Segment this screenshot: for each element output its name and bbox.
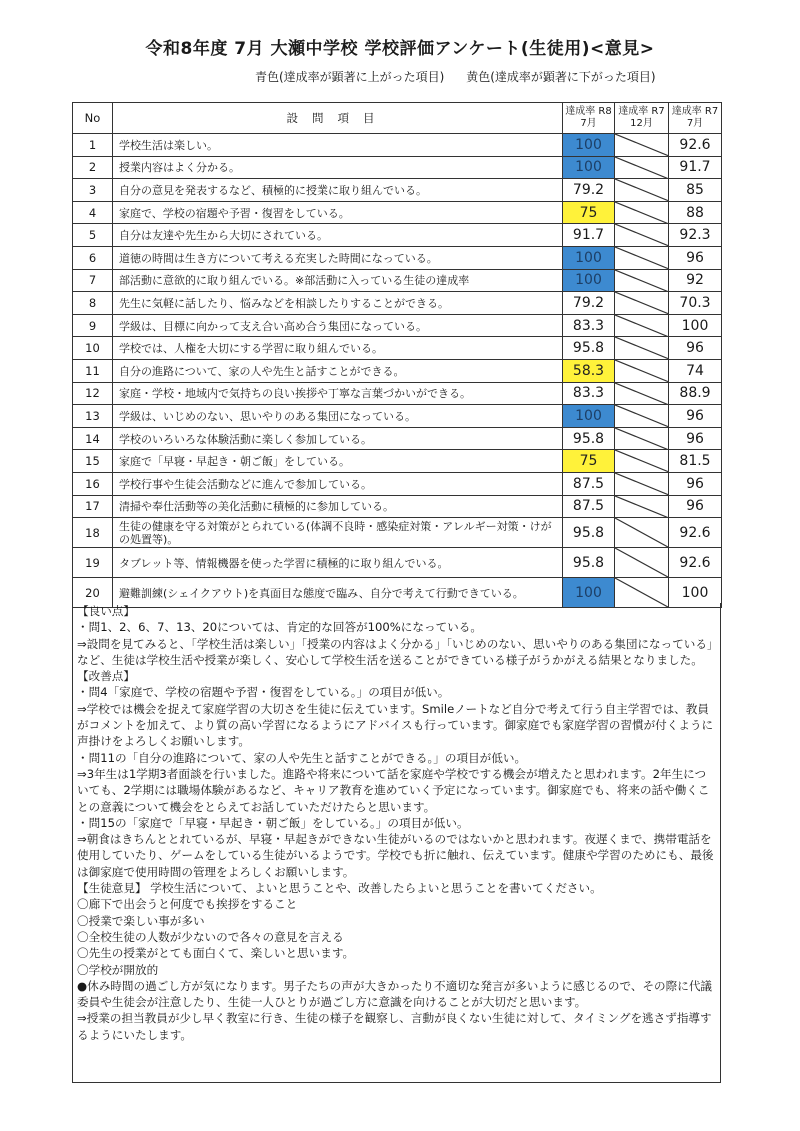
improvement-text: ⇒学校では機会を捉えて家庭学習の大切さを生徒に伝えています。Smileノートなど自分で考えて行う自主学習では、教員がコメントを加えて、より質の高い学習になるようにアドバイスも行っています。御家庭でも家庭学習の習慣が付くように声掛けをよろしくお願いします。 [77, 701, 714, 749]
question-text: 授業内容はよく分かる。 [113, 156, 563, 179]
table-row [73, 314, 722, 337]
rate-r8-7: 100 [563, 156, 615, 179]
rate-r8-7: 83.3 [563, 314, 615, 337]
rate-r7-7: 74 [669, 359, 722, 382]
rate-r7-12-empty [615, 450, 669, 473]
rate-r8-7: 100 [563, 134, 615, 157]
diagonal-slash-icon [615, 134, 668, 156]
diagonal-slash-icon [615, 337, 668, 359]
header-no: No [73, 103, 113, 134]
rate-r8-7: 79.2 [563, 179, 615, 202]
rate-r7-7: 96 [669, 495, 722, 518]
improvement-heading: 【改善点】 [77, 669, 135, 684]
legend-yellow: 黄色(達成率が顕著に下がった項目) [466, 70, 656, 84]
rate-r7-7: 100 [669, 578, 722, 608]
diagonal-slash-icon [615, 450, 668, 472]
rate-r7-7: 88 [669, 201, 722, 224]
table-row [73, 201, 722, 224]
header-rate-r7-7: 達成率 R7 7月 [669, 103, 722, 134]
table-row [73, 337, 722, 360]
improvement-text: ・問11の「自分の進路について、家の人や先生と話すことができる。」の項目が低い。 [77, 750, 527, 765]
question-text: 自分は友達や先生から大切にされている。 [113, 224, 563, 247]
rate-r7-7: 92.6 [669, 134, 722, 157]
rate-r8-7: 79.2 [563, 292, 615, 315]
row-number: 15 [73, 450, 113, 473]
rate-r7-12-empty [615, 427, 669, 450]
rate-r8-7: 87.5 [563, 472, 615, 495]
row-number: 17 [73, 495, 113, 518]
rate-r7-12-empty [615, 548, 669, 578]
diagonal-slash-icon [615, 473, 668, 495]
rate-r7-7: 96 [669, 427, 722, 450]
improvement-text: ⇒3年生は1学期3者面談を行いました。進路や将来について話を家庭や学校でする機会が増えたと思われます。2年生についても、2学期には職場体験があるなど、キャリア教育を進めていく予定になっています。御家庭でも、将来の話や働くことの意義について機会をとらえてお話していただけたらと思います。 [77, 766, 710, 814]
question-text: 学校のいろいろな体験活動に楽しく参加している。 [113, 427, 563, 450]
rate-r7-7: 92.6 [669, 518, 722, 548]
table-row [73, 134, 722, 157]
diagonal-slash-icon [615, 518, 668, 547]
question-text: 学校生活は楽しい。 [113, 134, 563, 157]
rate-r7-7: 96 [669, 405, 722, 428]
rate-r8-7: 58.3 [563, 359, 615, 382]
rate-r8-7: 87.5 [563, 495, 615, 518]
table-row [73, 224, 722, 247]
row-number: 11 [73, 359, 113, 382]
diagonal-slash-icon [615, 405, 668, 427]
rate-r8-7: 100 [563, 246, 615, 269]
row-number: 20 [73, 578, 113, 608]
rate-r7-12-empty [615, 405, 669, 428]
question-text: 道徳の時間は生き方について考える充実した時間になっている。 [113, 246, 563, 269]
table-row [73, 246, 722, 269]
rate-r7-12-empty [615, 269, 669, 292]
diagonal-slash-icon [615, 157, 668, 179]
student-opinion: 〇先生の授業がとても面白くて、楽しいと思います。 [77, 946, 355, 961]
improvement-text: ⇒朝食はきちんととれているが、早寝・早起きができない生徒がいるのではないかと思われます。夜遅くまで、携帯電話を使用していたり、ゲームをしている生徒がいるようです。学校でも折に触れ、伝えています。健康や学習のためにも、最後は御家庭で使用時間の管理をよろしくお願いします。 [77, 832, 714, 879]
rate-r8-7: 75 [563, 450, 615, 473]
question-text: タブレット等、情報機器を使った学習に積極的に取り組んでいる。 [113, 548, 563, 578]
comments-section [72, 603, 721, 1083]
question-text: 学級は、目標に向かって支え合い高め合う集団になっている。 [113, 314, 563, 337]
diagonal-slash-icon [615, 202, 668, 224]
improvement-text: ・問4「家庭で、学校の宿題や予習・復習をしている。」の項目が低い。 [77, 685, 450, 700]
rate-r7-12-empty [615, 337, 669, 360]
table-row [73, 427, 722, 450]
rate-r7-7: 92.6 [669, 548, 722, 578]
diagonal-slash-icon [615, 496, 668, 518]
question-text: 家庭で、学校の宿題や予習・復習をしている。 [113, 201, 563, 224]
diagonal-slash-icon [615, 224, 668, 246]
student-opinion-heading: 【生徒意見】 学校生活について、よいと思うことや、改善したらよいと思うことを書いてください。 [77, 881, 602, 896]
rate-r7-7: 100 [669, 314, 722, 337]
rate-r7-7: 70.3 [669, 292, 722, 315]
header-rate-r7-12: 達成率 R7 12月 [615, 103, 669, 134]
rate-r7-12-empty [615, 156, 669, 179]
row-number: 4 [73, 201, 113, 224]
diagonal-slash-icon [615, 247, 668, 269]
row-number: 19 [73, 548, 113, 578]
question-text: 生徒の健康を守る対策がとられている(体調不良時・感染症対策・アレルギー対策・けがの処置等)。 [113, 518, 563, 548]
diagonal-slash-icon [615, 360, 668, 382]
table-row [73, 382, 722, 405]
good-points-heading: 【良い点】 [77, 604, 135, 618]
row-number: 16 [73, 472, 113, 495]
rate-r7-7: 91.7 [669, 156, 722, 179]
header-rate-r8-7: 達成率 R8 7月 [563, 103, 615, 134]
diagonal-slash-icon [615, 315, 668, 337]
question-text: 部活動に意欲的に取り組んでいる。※部活動に入っている生徒の達成率 [113, 269, 563, 292]
question-text: 避難訓練(シェイクアウト)を真面目な態度で臨み、自分で考えて行動できている。 [113, 578, 563, 608]
row-number: 14 [73, 427, 113, 450]
rate-r7-12-empty [615, 201, 669, 224]
diagonal-slash-icon [615, 270, 668, 292]
rate-r8-7: 95.8 [563, 548, 615, 578]
question-text: 家庭で「早寝・早起き・朝ご飯」をしている。 [113, 450, 563, 473]
good-point-text: ・問1、2、6、7、13、20については、肯定的な回答が100%になっている。 [77, 620, 482, 635]
diagonal-slash-icon [615, 428, 668, 450]
rate-r7-7: 88.9 [669, 382, 722, 405]
rate-r7-12-empty [615, 292, 669, 315]
rate-r7-12-empty [615, 359, 669, 382]
rate-r7-7: 81.5 [669, 450, 722, 473]
rate-r7-12-empty [615, 224, 669, 247]
row-number: 5 [73, 224, 113, 247]
table-row [73, 548, 722, 578]
table-row [73, 359, 722, 382]
student-opinion-response: ⇒授業の担当教員が少し早く教室に行き、生徒の様子を観察し、言動が良くない生徒に対して、タイミングを逃さず指導するようにいたします。 [77, 1011, 712, 1042]
row-number: 1 [73, 134, 113, 157]
rate-r7-12-empty [615, 518, 669, 548]
row-number: 18 [73, 518, 113, 548]
rate-r7-12-empty [615, 134, 669, 157]
good-point-text: ⇒設問を見てみると、「学校生活は楽しい」「授業の内容はよく分かる」「いじめのない、思いやりのある集団になっている」など、生徒は学校生活や授業が楽しく、安心して学校生活を送ることができている様子がうかがえる結果となりました。 [77, 636, 713, 667]
question-text: 学級は、いじめのない、思いやりのある集団になっている。 [113, 405, 563, 428]
question-text: 学校行事や生徒会活動などに進んで参加している。 [113, 472, 563, 495]
question-text: 学校では、人権を大切にする学習に取り組んでいる。 [113, 337, 563, 360]
rate-r8-7: 100 [563, 405, 615, 428]
improvement-text: ・問15の「家庭で「早寝・早起き・朝ご飯」をしている。」の項目が低い。 [77, 815, 469, 830]
table-row [73, 156, 722, 179]
diagonal-slash-icon [615, 292, 668, 314]
table-row [73, 292, 722, 315]
rate-r7-12-empty [615, 179, 669, 202]
rate-r7-7: 96 [669, 246, 722, 269]
row-number: 13 [73, 405, 113, 428]
rate-r8-7: 100 [563, 269, 615, 292]
question-text: 清掃や奉仕活動等の美化活動に積極的に参加している。 [113, 495, 563, 518]
rate-r7-7: 92 [669, 269, 722, 292]
table-header-row [73, 103, 722, 134]
row-number: 2 [73, 156, 113, 179]
color-legend [255, 68, 674, 85]
rate-r8-7: 95.8 [563, 337, 615, 360]
rate-r7-7: 92.3 [669, 224, 722, 247]
row-number: 6 [73, 246, 113, 269]
row-number: 9 [73, 314, 113, 337]
page-title: 令和8年度 7月 大瀬中学校 学校評価アンケート(生徒用)<意見> [145, 39, 655, 59]
question-text: 自分の意見を発表するなど、積極的に授業に取り組んでいる。 [113, 179, 563, 202]
rate-r7-12-empty [615, 314, 669, 337]
rate-r8-7: 75 [563, 201, 615, 224]
rate-r8-7: 95.8 [563, 427, 615, 450]
row-number: 7 [73, 269, 113, 292]
student-opinion: 〇全校生徒の人数が少ないので各々の意見を言える [77, 929, 344, 944]
row-number: 10 [73, 337, 113, 360]
rate-r8-7: 91.7 [563, 224, 615, 247]
row-number: 8 [73, 292, 113, 315]
row-number: 3 [73, 179, 113, 202]
student-opinion: 〇授業で楽しい事が多い [77, 913, 205, 928]
question-text: 自分の進路について、家の人や先生と話すことができる。 [113, 359, 563, 382]
table-row [73, 450, 722, 473]
diagonal-slash-icon [615, 179, 668, 201]
diagonal-slash-icon [615, 548, 668, 577]
rate-r8-7: 100 [563, 578, 615, 608]
legend-blue: 青色(達成率が顕著に上がった項目) [255, 70, 445, 84]
rate-r7-12-empty [615, 495, 669, 518]
rate-r7-12-empty [615, 472, 669, 495]
student-opinion: ●休み時間の過ごし方が気になります。男子たちの声が大きかったり不適切な発言が多いように感じるので、その際に代議委員や生徒会が注意したり、生徒一人ひとりが過ごし方に意識を向けることが大切だと思います。 [77, 978, 713, 1010]
table-row [73, 269, 722, 292]
rate-r7-7: 96 [669, 337, 722, 360]
table-row [73, 495, 722, 518]
table-row [73, 472, 722, 495]
student-opinion: 〇学校が開放的 [77, 962, 159, 977]
rate-r8-7: 83.3 [563, 382, 615, 405]
rate-r7-12-empty [615, 382, 669, 405]
question-text: 家庭・学校・地域内で気持ちの良い挨拶や丁寧な言葉づかいができる。 [113, 382, 563, 405]
table-row [73, 179, 722, 202]
row-number: 12 [73, 382, 113, 405]
rate-r7-7: 85 [669, 179, 722, 202]
rate-r8-7: 95.8 [563, 518, 615, 548]
header-question: 設問項目 [113, 103, 563, 134]
rate-r7-12-empty [615, 246, 669, 269]
rate-r7-7: 96 [669, 472, 722, 495]
diagonal-slash-icon [615, 383, 668, 405]
table-row [73, 518, 722, 548]
survey-table [72, 102, 722, 608]
table-row [73, 405, 722, 428]
student-opinion: 〇廊下で出会うと何度でも挨拶をすること [77, 897, 298, 912]
question-text: 先生に気軽に話したり、悩みなどを相談したりすることができる。 [113, 292, 563, 315]
